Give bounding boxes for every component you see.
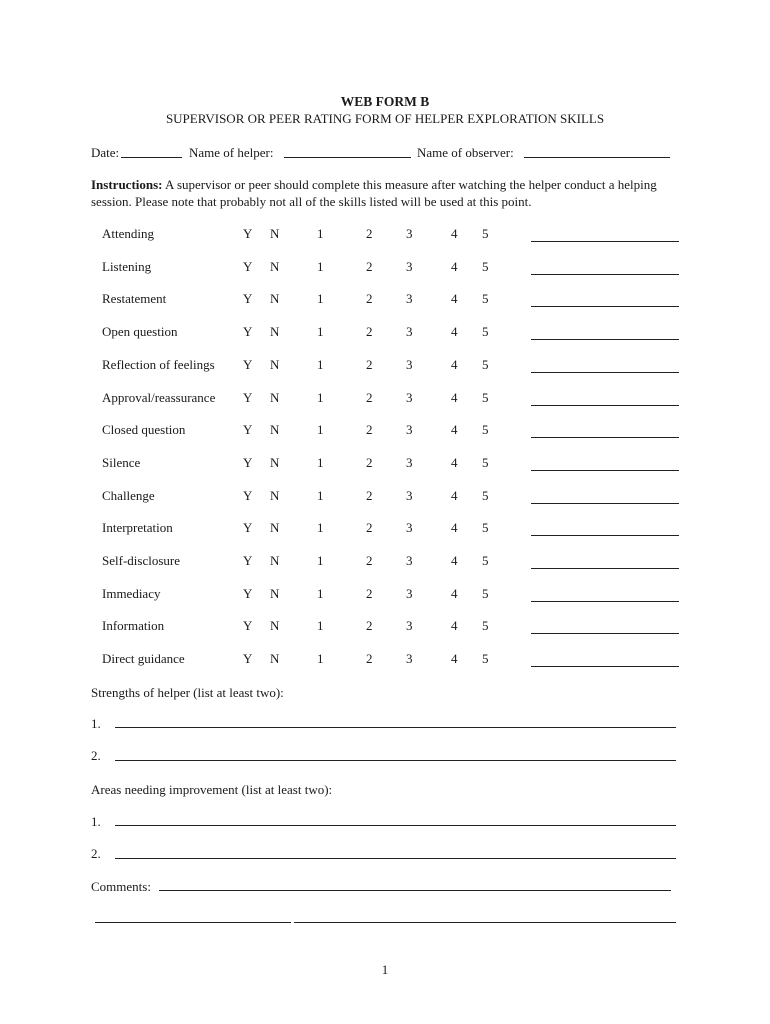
skill-label: Closed question (102, 422, 186, 438)
skill-label: Open question (102, 324, 178, 340)
rating-option-2[interactable]: 2 (366, 324, 373, 340)
skill-notes-field[interactable] (531, 339, 679, 340)
skill-label: Approval/reassurance (102, 389, 216, 405)
rating-option-3[interactable]: 3 (406, 651, 413, 667)
rating-option-4[interactable]: 4 (451, 291, 458, 307)
rating-option-3[interactable]: 3 (406, 324, 413, 340)
rating-option-5[interactable]: 5 (482, 651, 489, 667)
instructions-label: Instructions: (91, 177, 163, 192)
rating-option-5[interactable]: 5 (482, 324, 489, 340)
table-row (0, 422, 770, 442)
rating-option-4[interactable]: 4 (451, 226, 458, 241)
yes-option[interactable]: Y (243, 389, 253, 405)
improvement-line-1[interactable] (115, 825, 676, 826)
no-option[interactable]: N (270, 520, 280, 536)
rating-option-5[interactable]: 5 (482, 585, 489, 601)
rating-option-4[interactable]: 4 (451, 585, 458, 601)
rating-option-1[interactable]: 1 (317, 258, 324, 274)
improvement-item-number: 2. (91, 846, 101, 861)
rating-option-4[interactable]: 4 (451, 520, 458, 536)
comments-line-2b[interactable] (294, 922, 676, 923)
yes-option[interactable]: Y (243, 651, 253, 667)
table-row (0, 586, 770, 606)
table-row (0, 291, 770, 311)
rating-option-1[interactable]: 1 (317, 520, 324, 536)
rating-option-1[interactable]: 1 (317, 553, 324, 568)
rating-option-1[interactable]: 1 (317, 356, 324, 372)
strengths-item-number: 2. (91, 748, 101, 763)
comments-label: Comments: (91, 879, 151, 894)
skill-label: Restatement (102, 291, 167, 307)
skill-notes-field[interactable] (531, 666, 679, 667)
page-number: 1 (381, 962, 389, 977)
form-subtitle: SUPERVISOR OR PEER RATING FORM OF HELPER EXPLORATION SKILLS (165, 111, 605, 126)
skill-notes-field[interactable] (531, 306, 679, 307)
rating-option-2[interactable]: 2 (366, 226, 373, 241)
rating-option-2[interactable]: 2 (366, 487, 373, 503)
rating-option-4[interactable]: 4 (451, 618, 458, 634)
skill-notes-field[interactable] (531, 633, 679, 634)
rating-option-1[interactable]: 1 (317, 585, 324, 601)
strengths-label: Strengths of helper (list at least two): (91, 685, 284, 700)
table-row (0, 553, 770, 573)
rating-option-4[interactable]: 4 (451, 356, 458, 372)
no-option[interactable]: N (270, 324, 280, 340)
skill-label: Listening (102, 258, 152, 274)
table-row (0, 357, 770, 377)
rating-option-3[interactable]: 3 (406, 553, 413, 568)
table-row (0, 324, 770, 344)
yes-option[interactable]: Y (243, 454, 253, 470)
rating-option-5[interactable]: 5 (482, 258, 489, 274)
comments-line-1[interactable] (159, 890, 671, 891)
skill-label: Information (102, 618, 165, 634)
skill-notes-field[interactable] (531, 601, 679, 602)
table-row (0, 259, 770, 279)
rating-option-5[interactable]: 5 (482, 291, 489, 307)
rating-option-2[interactable]: 2 (366, 553, 373, 568)
yes-option[interactable]: Y (243, 258, 253, 274)
skill-label: Self-disclosure (102, 553, 180, 568)
rating-option-4[interactable]: 4 (451, 553, 458, 568)
rating-option-1[interactable]: 1 (317, 422, 324, 438)
rating-option-3[interactable]: 3 (406, 520, 413, 536)
no-option[interactable]: N (270, 553, 280, 568)
skill-label: Direct guidance (102, 651, 185, 667)
strengths-item-number: 1. (91, 716, 101, 731)
no-option[interactable]: N (270, 487, 280, 503)
rating-option-2[interactable]: 2 (366, 422, 373, 438)
rating-option-1[interactable]: 1 (317, 454, 324, 470)
table-row (0, 488, 770, 508)
rating-option-3[interactable]: 3 (406, 389, 413, 405)
skill-notes-field[interactable] (531, 241, 679, 242)
rating-option-3[interactable]: 3 (406, 618, 413, 634)
yes-option[interactable]: Y (243, 487, 253, 503)
rating-option-1[interactable]: 1 (317, 487, 324, 503)
skill-label: Silence (102, 454, 141, 470)
rating-option-1[interactable]: 1 (317, 618, 324, 634)
yes-option[interactable]: Y (243, 618, 253, 634)
rating-option-1[interactable]: 1 (317, 291, 324, 307)
rating-option-3[interactable]: 3 (406, 356, 413, 372)
rating-option-4[interactable]: 4 (451, 389, 458, 405)
rating-option-5[interactable]: 5 (482, 454, 489, 470)
yes-option[interactable]: Y (243, 553, 253, 568)
no-option[interactable]: N (270, 356, 280, 372)
no-option[interactable]: N (270, 226, 280, 241)
improvement-line-2[interactable] (115, 858, 676, 859)
no-option[interactable]: N (270, 454, 280, 470)
skill-notes-field[interactable] (531, 274, 679, 275)
rating-option-1[interactable]: 1 (317, 226, 324, 241)
skill-label: Challenge (102, 487, 155, 503)
rating-option-4[interactable]: 4 (451, 454, 458, 470)
rating-option-4[interactable]: 4 (451, 651, 458, 667)
skill-notes-field[interactable] (531, 568, 679, 569)
no-option[interactable]: N (270, 258, 280, 274)
rating-option-2[interactable]: 2 (366, 618, 373, 634)
table-row (0, 226, 770, 246)
table-row (0, 651, 770, 671)
no-option[interactable]: N (270, 422, 280, 438)
yes-option[interactable]: Y (243, 520, 253, 536)
rating-option-5[interactable]: 5 (482, 356, 489, 372)
rating-option-5[interactable]: 5 (482, 553, 489, 568)
skill-notes-field[interactable] (531, 405, 679, 406)
rating-option-4[interactable]: 4 (451, 258, 458, 274)
rating-option-2[interactable]: 2 (366, 520, 373, 536)
rating-option-4[interactable]: 4 (451, 324, 458, 340)
skill-label: Interpretation (102, 520, 173, 536)
rating-option-5[interactable]: 5 (482, 226, 489, 241)
yes-option[interactable]: Y (243, 356, 253, 372)
rating-option-2[interactable]: 2 (366, 291, 373, 307)
observer-name-label: Name of observer: (417, 145, 514, 160)
no-option[interactable]: N (270, 585, 280, 601)
skill-label: Attending (102, 226, 154, 241)
rating-option-2[interactable]: 2 (366, 585, 373, 601)
yes-option[interactable]: Y (243, 324, 253, 340)
rating-option-3[interactable]: 3 (406, 226, 413, 241)
no-option[interactable]: N (270, 291, 280, 307)
yes-option[interactable]: Y (243, 226, 253, 241)
rating-option-5[interactable]: 5 (482, 487, 489, 503)
rating-option-1[interactable]: 1 (317, 389, 324, 405)
rating-option-3[interactable]: 3 (406, 454, 413, 470)
improvement-item-number: 1. (91, 814, 101, 829)
rating-option-2[interactable]: 2 (366, 258, 373, 274)
skill-label: Immediacy (102, 585, 161, 601)
skill-notes-field[interactable] (531, 372, 679, 373)
instructions-text: A supervisor or peer should complete this measure after watching the helper conduct a helping session. Please note that probably not all of the skills listed will be used at this point. (91, 177, 657, 209)
form-title: WEB FORM B (340, 94, 430, 109)
improvement-label: Areas needing improvement (list at least two): (91, 782, 333, 797)
table-row (0, 390, 770, 410)
rating-option-2[interactable]: 2 (366, 651, 373, 667)
yes-option[interactable]: Y (243, 291, 253, 307)
strengths-line-1[interactable] (115, 727, 676, 728)
rating-option-3[interactable]: 3 (406, 585, 413, 601)
date-label: Date: (91, 145, 120, 160)
helper-name-label: Name of helper: (189, 145, 274, 160)
rating-option-3[interactable]: 3 (406, 422, 413, 438)
rating-option-1[interactable]: 1 (317, 324, 324, 340)
strengths-line-2[interactable] (115, 760, 676, 761)
rating-option-4[interactable]: 4 (451, 487, 458, 503)
rating-option-3[interactable]: 3 (406, 258, 413, 274)
rating-option-3[interactable]: 3 (406, 487, 413, 503)
skill-notes-field[interactable] (531, 535, 679, 536)
table-row (0, 520, 770, 540)
rating-option-2[interactable]: 2 (366, 454, 373, 470)
comments-line-2a[interactable] (95, 922, 291, 923)
rating-option-5[interactable]: 5 (482, 389, 489, 405)
yes-option[interactable]: Y (243, 422, 253, 438)
rating-option-5[interactable]: 5 (482, 520, 489, 536)
rating-option-4[interactable]: 4 (451, 422, 458, 438)
skill-notes-field[interactable] (531, 437, 679, 438)
table-row (0, 455, 770, 475)
table-row (0, 618, 770, 638)
skill-notes-field[interactable] (531, 503, 679, 504)
no-option[interactable]: N (270, 389, 280, 405)
skill-notes-field[interactable] (531, 470, 679, 471)
rating-option-2[interactable]: 2 (366, 389, 373, 405)
rating-option-3[interactable]: 3 (406, 291, 413, 307)
no-option[interactable]: N (270, 651, 280, 667)
no-option[interactable]: N (270, 618, 280, 634)
yes-option[interactable]: Y (243, 585, 253, 601)
rating-option-1[interactable]: 1 (317, 651, 324, 667)
rating-option-5[interactable]: 5 (482, 422, 489, 438)
rating-option-2[interactable]: 2 (366, 356, 373, 372)
rating-option-5[interactable]: 5 (482, 618, 489, 634)
skill-label: Reflection of feelings (102, 356, 215, 372)
